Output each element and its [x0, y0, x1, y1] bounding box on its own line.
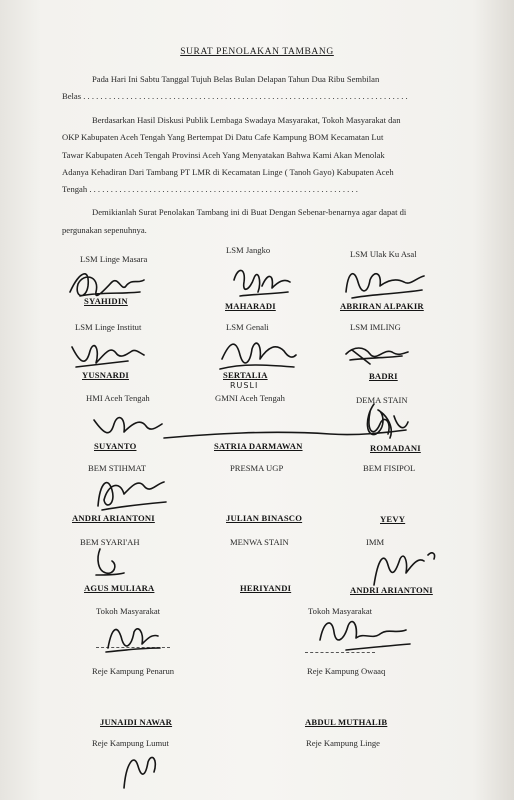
- signature: [84, 470, 174, 516]
- signature: [84, 404, 164, 444]
- signatory-name: ANDRI ARIANTONI: [72, 513, 155, 523]
- org-label: GMNI Aceh Tengah: [215, 393, 285, 403]
- signatory-name: BADRI: [369, 371, 398, 381]
- org-label: LSM IMLING: [350, 322, 401, 332]
- org-label: LSM Linge Institut: [75, 322, 142, 332]
- paragraph-closing-line-1: Demikianlah Surat Penolakan Tambang ini di Buat Dengan Sebenar-benarnya agar dapat di: [92, 207, 407, 217]
- org-label: DEMA STAIN: [356, 395, 408, 405]
- signatory-name: YUSNARDI: [82, 370, 129, 380]
- paragraph-opening-line-1: Pada Hari Ini Sabtu Tanggal Tujuh Belas Bulan Delapan Tahun Dua Ribu Sembilan: [92, 74, 380, 84]
- org-label: LSM Jangko: [226, 245, 271, 255]
- org-label: LSM Genali: [226, 322, 269, 332]
- org-label: BEM SYARI'AH: [80, 537, 140, 547]
- signatory-name: SERTALIA: [223, 370, 268, 380]
- org-label: HMI Aceh Tengah: [86, 393, 150, 403]
- paragraph-body-line-5: Tengah . . . . . . . . . . . . . . . . . . . . . . . . . . . . . . . . . . . . . . . . . . . . . . . . . . . . . . . . . . . . . . .: [62, 184, 358, 194]
- signature: [214, 333, 298, 377]
- paragraph-body-line-2: OKP Kabupaten Aceh Tengah Yang Bertempat Di Datu Cafe Kampung BOM Kecamatan Lut: [62, 132, 384, 142]
- village-head-label: Reje Kampung Penarun: [92, 666, 175, 676]
- signatory-name: MAHARADI: [225, 301, 276, 311]
- org-label: PRESMA UGP: [230, 463, 284, 473]
- paragraph-body-line-1: Berdasarkan Hasil Diskusi Publik Lembaga Swadaya Masyarakat, Tokoh Masyarakat dan: [92, 115, 401, 125]
- signatory-name: ABRIRAN ALPAKIR: [340, 301, 424, 311]
- signature: [340, 340, 410, 370]
- signatory-name: JULIAN BINASCO: [226, 513, 303, 523]
- signature: [60, 262, 150, 308]
- org-label: BEM FISIPOL: [363, 463, 416, 473]
- org-label: Tokoh Masyarakat: [308, 606, 373, 616]
- signatory-name: SATRIA DARMAWAN: [214, 441, 303, 451]
- village-head-label: Reje Kampung Lumut: [92, 738, 169, 748]
- signature: [96, 618, 166, 658]
- paragraph-opening-line-2: Belas . . . . . . . . . . . . . . . . . . . . . . . . . . . . . . . . . . . . . . . . . . . . . . . . . . . . . . . . . . . . . . . . . . . . . . . . . . . .: [62, 91, 408, 101]
- signatory-name: HERIYANDI: [240, 583, 292, 593]
- org-label: LSM Linge Masara: [80, 254, 148, 264]
- paragraph-body-line-3: Tawar Kabupaten Aceh Tengah Provinsi Aceh Yang Menyatakan Bahwa Kami Akan Menolak: [62, 150, 385, 160]
- signatory-name: ABDUL MUTHALIB: [305, 717, 388, 727]
- signature: [90, 545, 130, 579]
- signatory-name: YEVY: [380, 514, 406, 524]
- village-head-label: Reje Kampung Linge: [306, 738, 380, 748]
- org-label: IMM: [366, 537, 385, 547]
- signatory-name: ROMADANI: [370, 443, 421, 453]
- village-head-label: Reje Kampung Owaaq: [307, 666, 386, 676]
- org-label: MENWA STAIN: [230, 537, 289, 547]
- org-label: LSM Ulak Ku Asal: [350, 249, 417, 259]
- document-title: SURAT PENOLAKAN TAMBANG: [180, 47, 334, 57]
- paragraph-closing-line-2: pergunakan sepenuhnya.: [62, 225, 147, 235]
- signature: [306, 610, 416, 658]
- signatory-name: JUNAIDI NAWAR: [100, 717, 173, 727]
- signatory-name: SUYANTO: [94, 441, 137, 451]
- signatory-name: AGUS MULIARA: [84, 583, 155, 593]
- signature: [354, 398, 414, 444]
- signatory-name: SYAHIDIN: [84, 296, 128, 306]
- signature: [338, 262, 428, 302]
- signature: [366, 545, 440, 591]
- signatory-name: ANDRI ARIANTONI: [350, 585, 433, 595]
- handwritten-note: RUSLI: [230, 381, 259, 390]
- signature: [66, 333, 146, 375]
- org-label: Tokoh Masyarakat: [96, 606, 161, 616]
- paragraph-body-line-4: Adanya Kehadiran Dari Tambang PT LMR di Kecamatan Linge ( Tanoh Gayo) Kabupaten Aceh: [62, 167, 394, 177]
- signature: [112, 744, 162, 794]
- org-label: BEM STIHMAT: [88, 463, 147, 473]
- signature: [228, 260, 298, 302]
